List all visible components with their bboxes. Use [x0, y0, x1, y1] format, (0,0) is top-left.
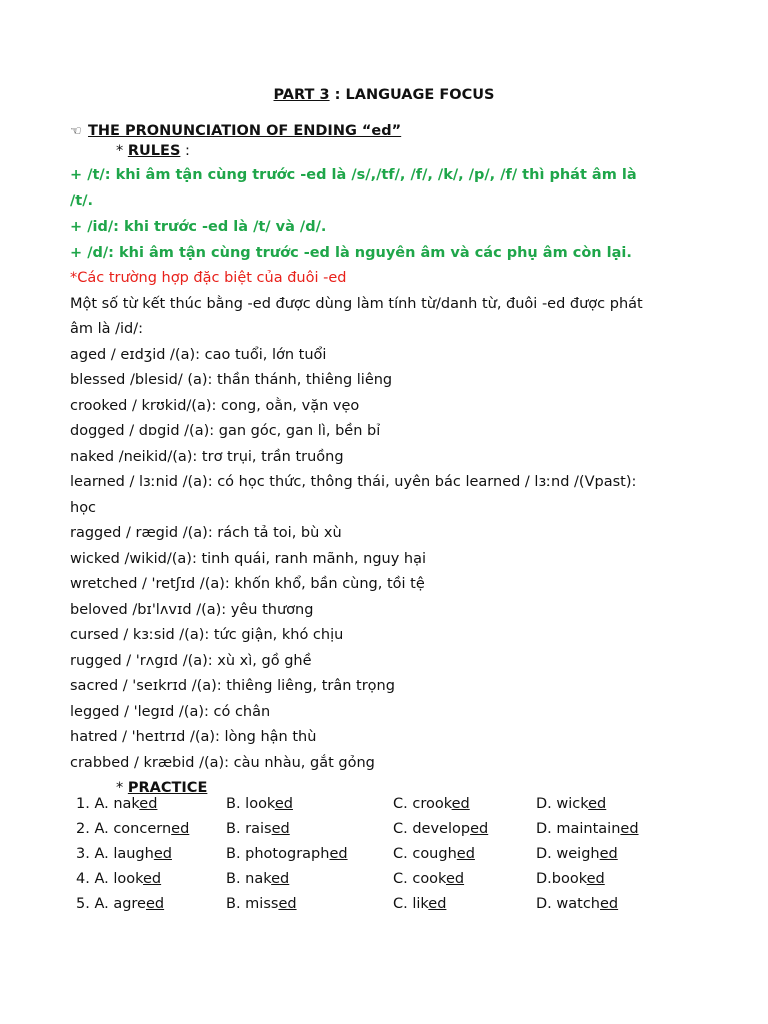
- rules-label: RULES: [127, 143, 181, 159]
- option-d: D.booked: [536, 871, 605, 887]
- word-entry: học: [70, 500, 97, 516]
- option-d: D. watched: [536, 896, 619, 912]
- option-a: 3. A. laughed: [76, 846, 172, 862]
- option-c: C. coughed: [393, 846, 475, 862]
- section-heading-text: THE PRONUNCIATION OF ENDING “ed”: [88, 123, 402, 139]
- rule-line: /t/.: [70, 193, 94, 209]
- option-b: B. raised: [226, 821, 290, 837]
- title-topic: LANGUAGE FOCUS: [345, 87, 495, 103]
- option-d: D. wicked: [536, 796, 607, 812]
- option-c: C. crooked: [393, 796, 470, 812]
- option-b: B. naked: [226, 871, 290, 887]
- option-a: 2. A. concerned: [76, 821, 190, 837]
- word-entry: learned / lɜːnid /(a): có học thức, thông thái, uyên bác learned / lɜːnd /(Vpast):: [70, 474, 637, 490]
- word-entry: legged / 'legɪd /(a): có chân: [70, 704, 271, 720]
- word-entry: dogged / dɒgid /(a): gan góc, gan lì, bền bỉ: [70, 423, 381, 439]
- intro-line: âm là /id/:: [70, 321, 144, 337]
- word-entry: ragged / rægid /(a): rách tả toi, bù xù: [70, 525, 342, 541]
- rule-line: + /t/: khi âm tận cùng trước -ed là /s/,/tf/, /f/, /k/, /p/, /f/ thì phát âm là: [70, 167, 637, 183]
- practice-heading: * PRACTICE: [116, 780, 208, 796]
- title-part: PART 3: [273, 87, 330, 103]
- word-entry: blessed /blesid/ (a): thần thánh, thiêng liêng: [70, 372, 393, 388]
- option-c: C. liked: [393, 896, 447, 912]
- page-title: [0, 87, 768, 103]
- practice-label: PRACTICE: [127, 780, 208, 796]
- word-entry: naked /neikid/(a): trơ trụi, trần truồng: [70, 449, 344, 465]
- word-entry: wretched / 'retʃɪd /(a): khốn khổ, bần cùng, tồi tệ: [70, 576, 425, 592]
- option-c: C. cooked: [393, 871, 465, 887]
- title-separator: :: [329, 87, 346, 103]
- option-c: C. developed: [393, 821, 489, 837]
- rules-heading: * RULES :: [116, 143, 190, 159]
- option-d: D. maintained: [536, 821, 639, 837]
- option-a: 5. A. agreed: [76, 896, 165, 912]
- word-entry: crabbed / kræbid /(a): càu nhàu, gắt gỏng: [70, 755, 375, 771]
- word-entry: sacred / 'seɪkrɪd /(a): thiêng liêng, trân trọng: [70, 678, 395, 694]
- word-entry: wicked /wikid/(a): tinh quái, ranh mãnh, nguy hại: [70, 551, 427, 567]
- option-a: 1. A. naked: [76, 796, 158, 812]
- intro-line: Một số từ kết thúc bằng -ed được dùng làm tính từ/danh từ, đuôi -ed được phát: [70, 296, 643, 312]
- word-entry: aged / eɪdʒid /(a): cao tuổi, lớn tuổi: [70, 347, 327, 363]
- word-entry: hatred / 'heɪtrɪd /(a): lòng hận thù: [70, 729, 317, 745]
- word-entry: crooked / krʊkid/(a): cong, oằn, vặn vẹo: [70, 398, 360, 414]
- section-heading: [70, 123, 401, 139]
- word-entry: rugged / 'rʌgɪd /(a): xù xì, gồ ghề: [70, 653, 312, 669]
- pointing-hand-icon: ☜: [70, 124, 82, 139]
- option-d: D. weighed: [536, 846, 618, 862]
- option-a: 4. A. looked: [76, 871, 162, 887]
- option-b: B. missed: [226, 896, 297, 912]
- rule-line: + /id/: khi trước -ed là /t/ và /d/.: [70, 219, 327, 235]
- word-entry: cursed / kɜːsid /(a): tức giận, khó chịu: [70, 627, 344, 643]
- option-b: B. photographed: [226, 846, 348, 862]
- word-entry: beloved /bɪ'lʌvɪd /(a): yêu thương: [70, 602, 314, 618]
- special-cases-heading: *Các trường hợp đặc biệt của đuôi -ed: [70, 270, 347, 286]
- rule-line: + /d/: khi âm tận cùng trước -ed là nguyên âm và các phụ âm còn lại.: [70, 245, 632, 261]
- option-b: B. looked: [226, 796, 293, 812]
